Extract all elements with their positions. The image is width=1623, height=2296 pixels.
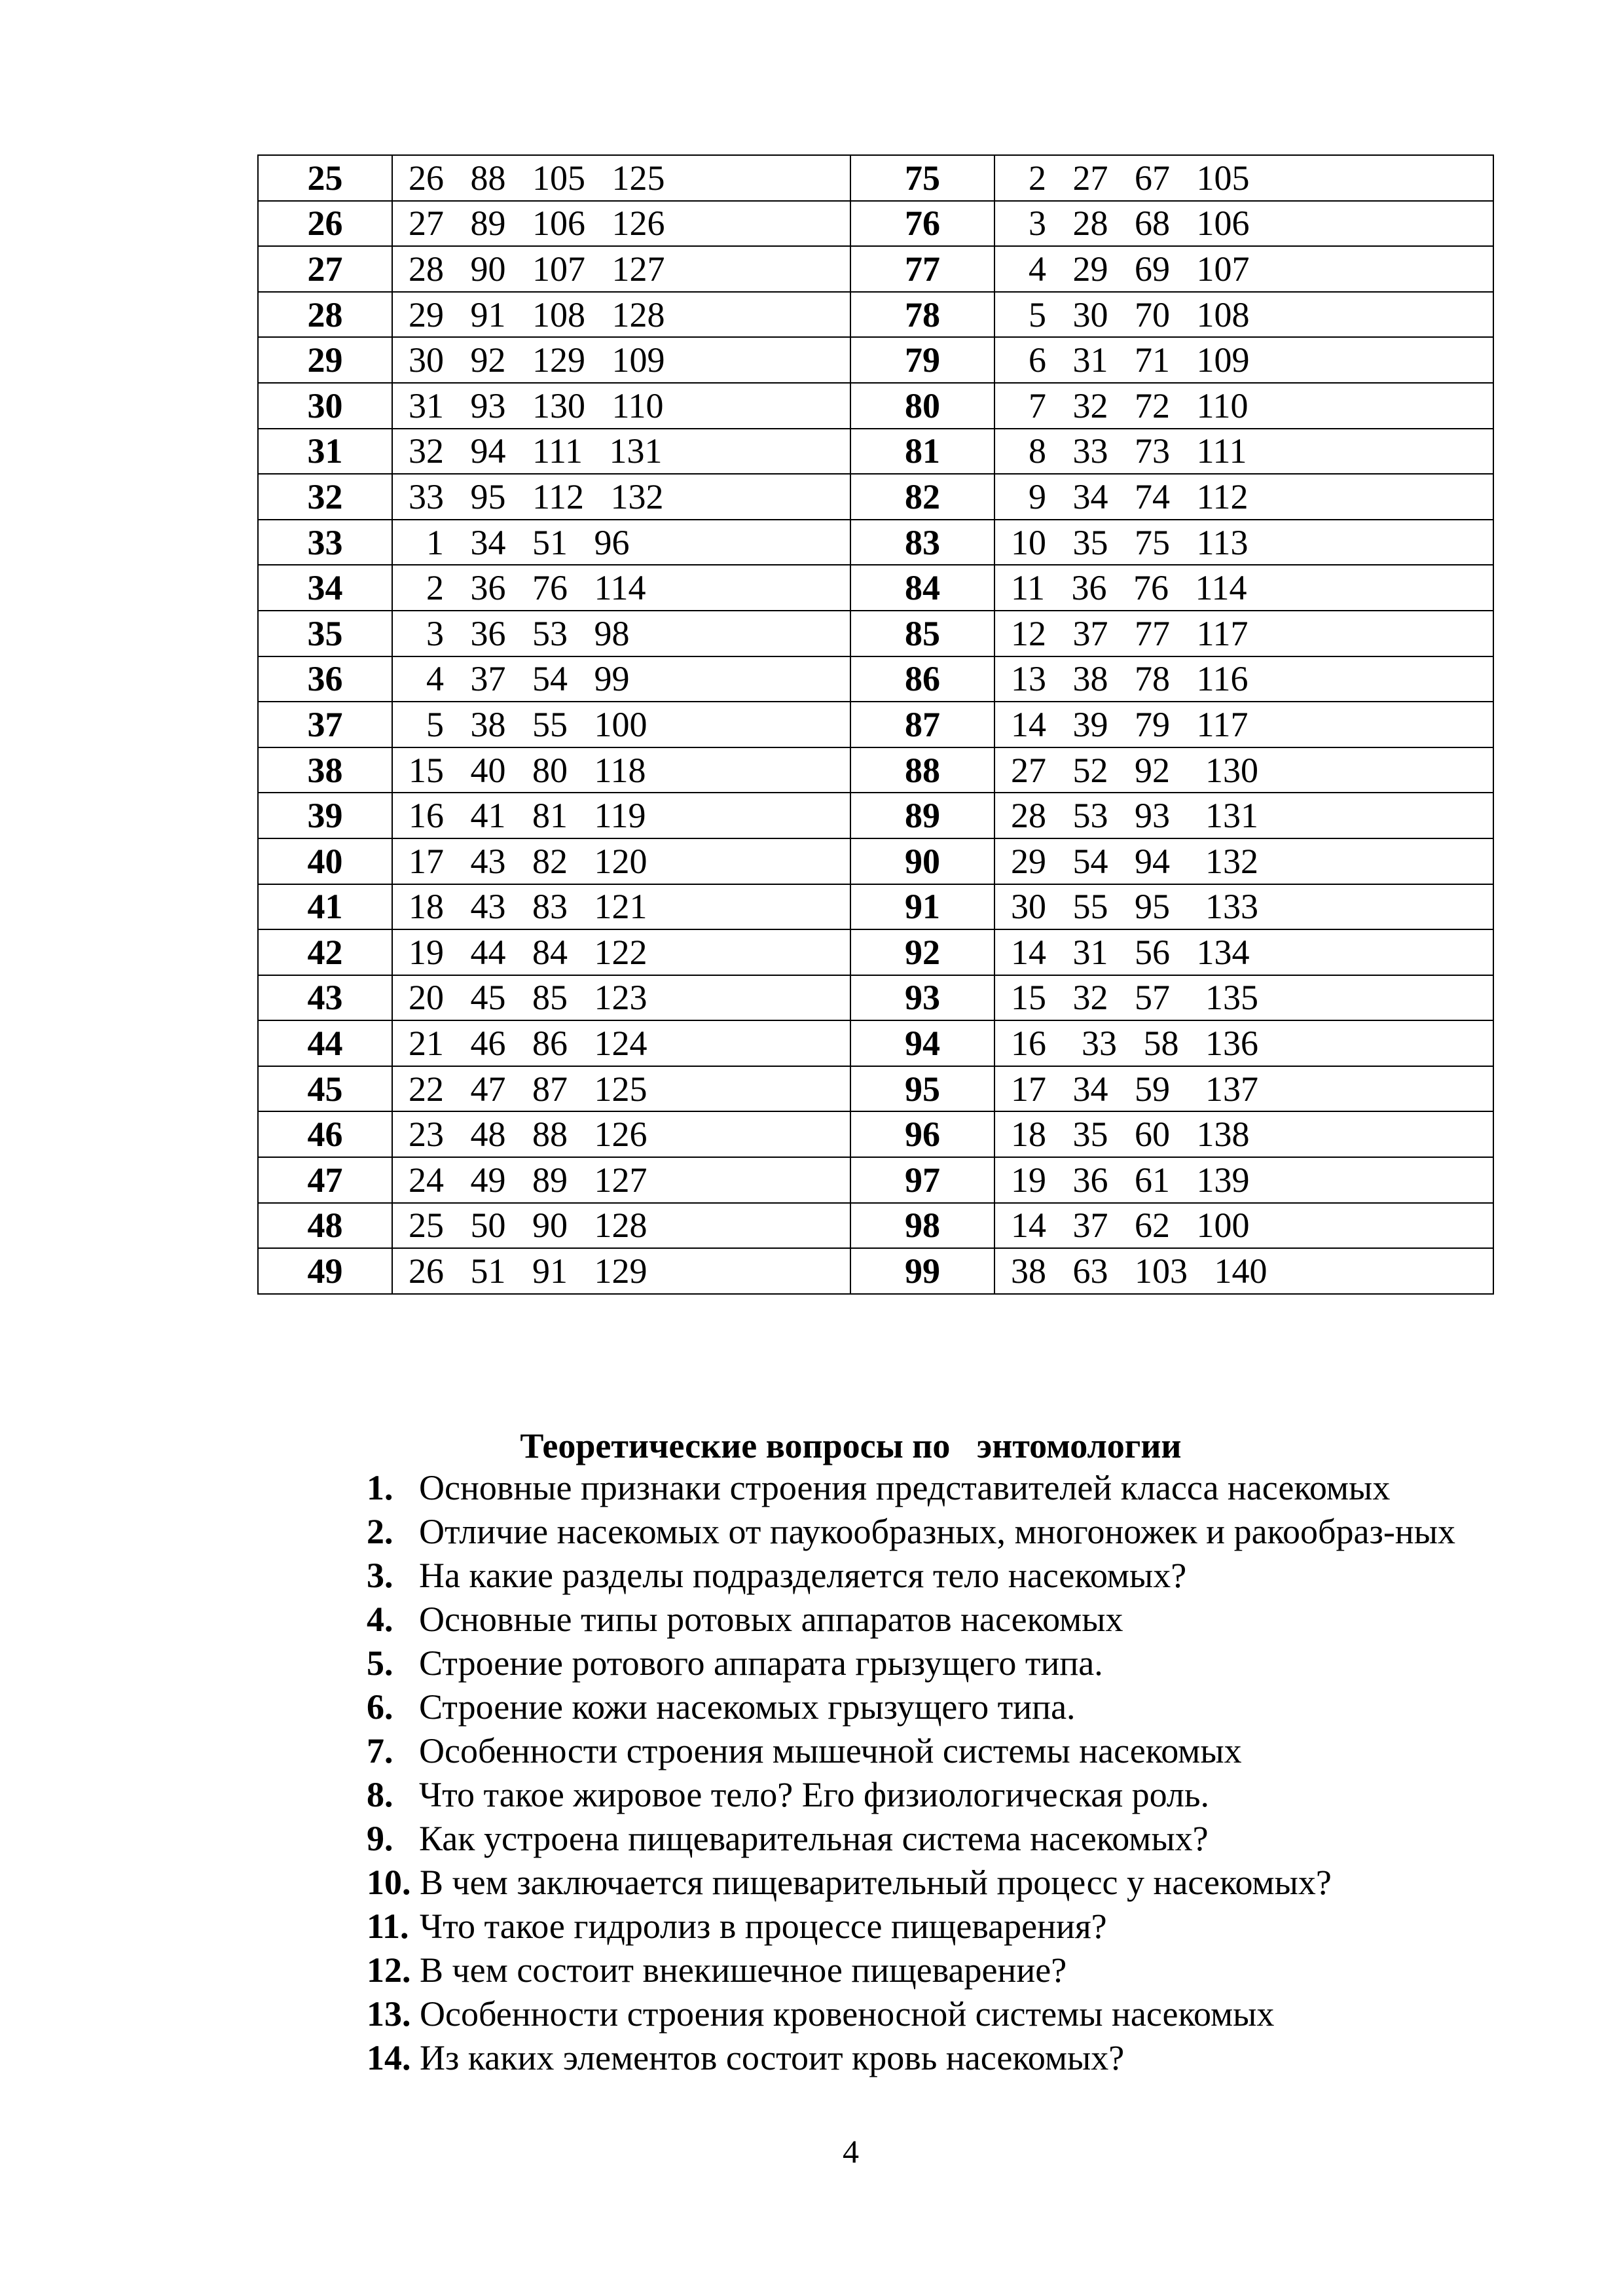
table-row [258, 1066, 1493, 1112]
variant-values-cell: 14 39 79 117 [994, 702, 1493, 747]
question-number: 14. [367, 2038, 411, 2077]
variant-number-cell: 97 [850, 1157, 994, 1203]
variant-values-cell: 13 38 78 116 [994, 656, 1493, 702]
variant-values-cell: 6 31 71 109 [994, 337, 1493, 383]
variant-values-cell: 29 54 94 132 [994, 838, 1493, 884]
question-number: 5. [367, 1643, 393, 1683]
variant-values-cell: 29 91 108 128 [392, 292, 850, 338]
question-text: Из каких элементов состоит кровь насекомых? [420, 2038, 1125, 2077]
table-row [258, 520, 1493, 565]
variant-values-cell: 21 46 86 124 [392, 1020, 850, 1066]
variant-values-cell: 17 34 59 137 [994, 1066, 1493, 1112]
variant-number-cell: 40 [258, 838, 392, 884]
variant-number-cell: 45 [258, 1066, 392, 1112]
variant-values-cell: 23 48 88 126 [392, 1111, 850, 1157]
table-row [258, 1020, 1493, 1066]
question-text: Особенности строения кровеносной системы насекомых [420, 1994, 1275, 2034]
question-number: 10. [367, 1863, 411, 1902]
question-number: 8. [367, 1775, 393, 1814]
variant-values-cell: 5 38 55 100 [392, 702, 850, 747]
variant-values-cell: 30 92 129 109 [392, 337, 850, 383]
variant-number-cell: 35 [258, 611, 392, 656]
variant-number-cell: 39 [258, 793, 392, 838]
table-row [258, 838, 1493, 884]
variant-values-cell: 4 29 69 107 [994, 246, 1493, 292]
question-text: Как устроена пищеварительная система насекомых? [419, 1819, 1209, 1858]
question-number: 12. [367, 1950, 411, 1990]
table-row [258, 155, 1493, 201]
list-item [367, 1729, 1480, 1773]
variant-number-cell: 27 [258, 246, 392, 292]
table-row [258, 975, 1493, 1021]
table-row [258, 1203, 1493, 1249]
variant-number-cell: 29 [258, 337, 392, 383]
question-text: Строение ротового аппарата грызущего типа. [419, 1643, 1103, 1683]
list-item [367, 2036, 1480, 2080]
variant-values-cell: 32 94 111 131 [392, 429, 850, 475]
variant-number-cell: 28 [258, 292, 392, 338]
table-row [258, 656, 1493, 702]
variant-values-cell: 14 31 56 134 [994, 929, 1493, 975]
list-item [367, 1948, 1480, 1992]
variant-number-cell: 91 [850, 884, 994, 930]
question-text: Что такое жировое тело? Его физиологическая роль. [419, 1775, 1209, 1814]
question-text: Основные признаки строения представителей класса насекомых [419, 1468, 1391, 1507]
variant-number-cell: 98 [850, 1203, 994, 1249]
variant-number-cell: 83 [850, 520, 994, 565]
variant-values-cell: 28 90 107 127 [392, 246, 850, 292]
variant-number-cell: 31 [258, 429, 392, 475]
variant-values-cell: 38 63 103 140 [994, 1248, 1493, 1294]
table-row [258, 1157, 1493, 1203]
variant-values-cell: 3 36 53 98 [392, 611, 850, 656]
table-row [258, 793, 1493, 838]
table-row [258, 702, 1493, 747]
table-row [258, 383, 1493, 429]
variant-number-cell: 76 [850, 201, 994, 247]
variant-values-cell: 8 33 73 111 [994, 429, 1493, 475]
variant-values-cell: 20 45 85 123 [392, 975, 850, 1021]
table-row [258, 747, 1493, 793]
table-row [258, 429, 1493, 475]
variant-number-cell: 43 [258, 975, 392, 1021]
variant-number-cell: 75 [850, 155, 994, 201]
variant-number-cell: 30 [258, 383, 392, 429]
variant-number-cell: 92 [850, 929, 994, 975]
variant-values-cell: 19 36 61 139 [994, 1157, 1493, 1203]
variant-number-cell: 82 [850, 474, 994, 520]
variant-values-cell: 10 35 75 113 [994, 520, 1493, 565]
variant-number-cell: 36 [258, 656, 392, 702]
variant-number-cell: 84 [850, 565, 994, 611]
question-number: 7. [367, 1731, 393, 1770]
variant-number-cell: 95 [850, 1066, 994, 1112]
question-text: В чем состоит внекишечное пищеварение? [420, 1950, 1067, 1990]
table-row [258, 611, 1493, 656]
variant-number-cell: 38 [258, 747, 392, 793]
list-item [367, 1510, 1480, 1554]
variant-number-cell: 42 [258, 929, 392, 975]
variant-values-cell: 11 36 76 114 [994, 565, 1493, 611]
question-text: Отличие насекомых от паукообразных, многоножек и ракообраз-ных [419, 1512, 1455, 1551]
variant-values-cell: 26 51 91 129 [392, 1248, 850, 1294]
variant-values-cell: 19 44 84 122 [392, 929, 850, 975]
question-number: 1. [367, 1468, 393, 1507]
variant-number-cell: 25 [258, 155, 392, 201]
variant-values-cell: 17 43 82 120 [392, 838, 850, 884]
variant-values-cell: 9 34 74 112 [994, 474, 1493, 520]
table-row [258, 1248, 1493, 1294]
variant-number-cell: 94 [850, 1020, 994, 1066]
question-number: 6. [367, 1687, 393, 1727]
variant-number-cell: 89 [850, 793, 994, 838]
variant-number-cell: 46 [258, 1111, 392, 1157]
variant-values-cell: 4 37 54 99 [392, 656, 850, 702]
question-text: Строение кожи насекомых грызущего типа. [419, 1687, 1076, 1727]
variant-values-cell: 27 89 106 126 [392, 201, 850, 247]
list-item [367, 1685, 1480, 1729]
variant-number-cell: 47 [258, 1157, 392, 1203]
question-number: 2. [367, 1512, 393, 1551]
list-item [367, 1992, 1480, 2036]
variant-number-cell: 32 [258, 474, 392, 520]
variant-number-cell: 87 [850, 702, 994, 747]
variant-values-cell: 22 47 87 125 [392, 1066, 850, 1112]
variant-values-cell: 7 32 72 110 [994, 383, 1493, 429]
question-text: В чем заключается пищеварительный процесс у насекомых? [420, 1863, 1332, 1902]
variants-table [257, 154, 1494, 1295]
variant-values-cell: 3 28 68 106 [994, 201, 1493, 247]
question-text: Что такое гидролиз в процессе пищеварения? [420, 1907, 1107, 1946]
table-row [258, 201, 1493, 247]
variant-values-cell: 2 36 76 114 [392, 565, 850, 611]
section-title: Теоретические вопросы по энтомологии [520, 1426, 1182, 1465]
table-row [258, 474, 1493, 520]
list-item [367, 1598, 1480, 1641]
table-row [258, 565, 1493, 611]
variant-number-cell: 26 [258, 201, 392, 247]
variant-number-cell: 86 [850, 656, 994, 702]
question-number: 13. [367, 1994, 411, 2034]
variant-values-cell: 25 50 90 128 [392, 1203, 850, 1249]
variant-number-cell: 49 [258, 1248, 392, 1294]
variant-number-cell: 33 [258, 520, 392, 565]
question-number: 4. [367, 1600, 393, 1639]
question-number: 9. [367, 1819, 393, 1858]
question-number: 11. [367, 1907, 409, 1946]
variant-number-cell: 34 [258, 565, 392, 611]
variant-number-cell: 99 [850, 1248, 994, 1294]
table-row [258, 884, 1493, 930]
variant-values-cell: 28 53 93 131 [994, 793, 1493, 838]
variant-number-cell: 96 [850, 1111, 994, 1157]
table-row [258, 246, 1493, 292]
variant-number-cell: 77 [850, 246, 994, 292]
variant-number-cell: 93 [850, 975, 994, 1021]
list-item [367, 1641, 1480, 1685]
variant-values-cell: 26 88 105 125 [392, 155, 850, 201]
question-number: 3. [367, 1556, 393, 1595]
variant-values-cell: 2 27 67 105 [994, 155, 1493, 201]
variant-number-cell: 80 [850, 383, 994, 429]
variant-number-cell: 44 [258, 1020, 392, 1066]
variant-number-cell: 81 [850, 429, 994, 475]
variant-number-cell: 79 [850, 337, 994, 383]
variant-number-cell: 37 [258, 702, 392, 747]
list-item [367, 1466, 1480, 1510]
variant-values-cell: 14 37 62 100 [994, 1203, 1493, 1249]
variant-number-cell: 78 [850, 292, 994, 338]
list-item [367, 1905, 1480, 1948]
question-text: На какие разделы подразделяется тело насекомых? [419, 1556, 1187, 1595]
question-text: Основные типы ротовых аппаратов насекомых [419, 1600, 1123, 1639]
variant-number-cell: 41 [258, 884, 392, 930]
variant-values-cell: 16 33 58 136 [994, 1020, 1493, 1066]
variant-values-cell: 5 30 70 108 [994, 292, 1493, 338]
variant-values-cell: 30 55 95 133 [994, 884, 1493, 930]
list-item [367, 1817, 1480, 1861]
variant-values-cell: 18 35 60 138 [994, 1111, 1493, 1157]
question-text: Особенности строения мышечной системы насекомых [419, 1731, 1242, 1770]
variant-values-cell: 33 95 112 132 [392, 474, 850, 520]
variant-values-cell: 18 43 83 121 [392, 884, 850, 930]
table-row [258, 292, 1493, 338]
table-row [258, 929, 1493, 975]
variant-values-cell: 15 40 80 118 [392, 747, 850, 793]
page-number: 4 [843, 2133, 859, 2170]
variant-number-cell: 90 [850, 838, 994, 884]
variant-number-cell: 88 [850, 747, 994, 793]
variant-number-cell: 48 [258, 1203, 392, 1249]
variant-values-cell: 12 37 77 117 [994, 611, 1493, 656]
list-item [367, 1773, 1480, 1817]
variant-values-cell: 31 93 130 110 [392, 383, 850, 429]
variant-values-cell: 27 52 92 130 [994, 747, 1493, 793]
variant-values-cell: 1 34 51 96 [392, 520, 850, 565]
table-row [258, 337, 1493, 383]
variant-values-cell: 16 41 81 119 [392, 793, 850, 838]
list-item [367, 1554, 1480, 1598]
variant-values-cell: 24 49 89 127 [392, 1157, 850, 1203]
variant-values-cell: 15 32 57 135 [994, 975, 1493, 1021]
table-row [258, 1111, 1493, 1157]
questions-list [367, 1466, 1480, 2080]
variants-table-body [258, 155, 1493, 1294]
variant-number-cell: 85 [850, 611, 994, 656]
list-item [367, 1861, 1480, 1905]
